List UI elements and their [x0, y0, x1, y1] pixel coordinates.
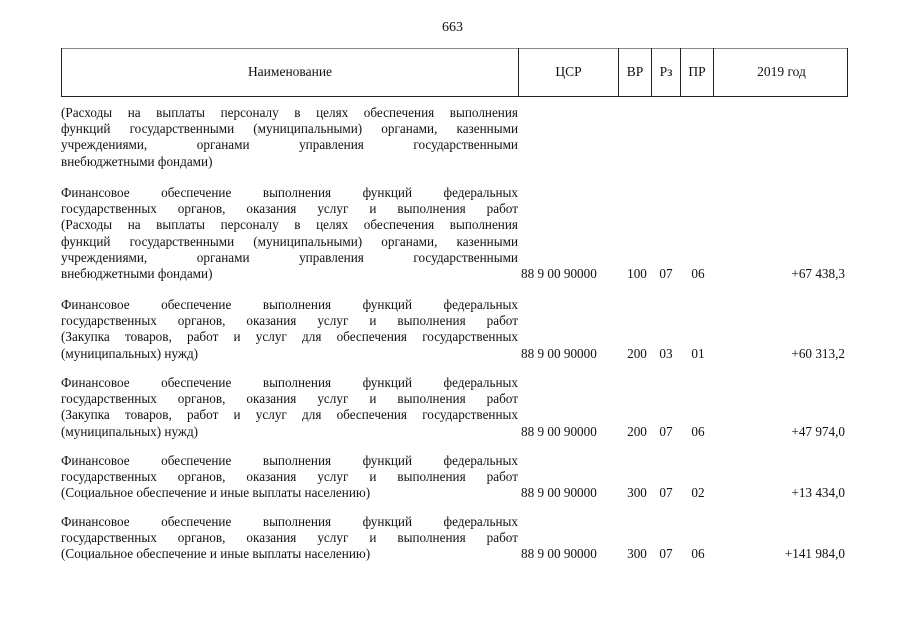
- row-vr: 300: [627, 546, 647, 562]
- row-rz: 07: [659, 546, 673, 562]
- row-name-line: государственных органов, оказания услуг и выполнения работ: [61, 469, 518, 485]
- row-name-line: Финансовое обеспечение выполнения функций федеральных: [61, 453, 518, 468]
- row-name-line: государственных органов, оказания услуг и выполнения работ: [61, 313, 518, 329]
- row-name-line: Финансовое обеспечение выполнения функций федеральных: [61, 185, 518, 200]
- row-sum: +67 438,3: [791, 266, 845, 281]
- row-name-line: (Расходы на выплаты персоналу в целях обеспечения выполнения: [61, 105, 518, 120]
- row-name-line: Финансовое обеспечение выполнения функций федеральных: [61, 514, 518, 529]
- row-pr: 02: [691, 485, 705, 501]
- row-name-line: функций государственными (муниципальными) органами, казенными: [61, 233, 518, 249]
- row-csr: 88 9 00 90000: [521, 485, 597, 501]
- row-rz: 03: [659, 345, 673, 361]
- row-name-line: (муниципальных) нужд): [61, 345, 199, 361]
- row-pr: 06: [691, 266, 705, 281]
- row-csr: 88 9 00 90000: [521, 266, 597, 281]
- row-name-line: (Социальное обеспечение и иные выплаты населению): [61, 485, 371, 501]
- page-number: 663: [442, 20, 463, 35]
- row-sum: +47 974,0: [791, 423, 845, 439]
- row-name-line: функций государственными (муниципальными) органами, казенными: [61, 121, 518, 137]
- row-name-line: (муниципальных) нужд): [61, 423, 199, 439]
- row-name: [61, 297, 518, 362]
- row-vr: 200: [627, 423, 647, 439]
- row-vr: 200: [627, 345, 647, 361]
- row-name-line: (Закупка товаров, работ и услуг для обеспечения государственных: [61, 329, 518, 345]
- row-csr: 88 9 00 90000: [521, 546, 597, 562]
- table-header: [61, 48, 848, 97]
- row-name: [61, 105, 518, 170]
- row-pr: 06: [691, 546, 705, 562]
- row-vr: 100: [627, 266, 647, 281]
- row-name-line: внебюджетными фондами): [61, 153, 213, 169]
- row-name-line: учреждениями, органами управления государственными: [61, 249, 518, 265]
- row-name: [61, 375, 518, 440]
- row-sum: +60 313,2: [791, 345, 845, 361]
- row-name-line: (Социальное обеспечение и иные выплаты населению): [61, 546, 371, 562]
- row-name: [61, 185, 518, 282]
- row-rz: 07: [659, 485, 673, 501]
- row-sum: +141 984,0: [784, 546, 845, 562]
- row-name-line: учреждениями, органами управления государственными: [61, 137, 518, 153]
- header-rz: Рз: [652, 48, 681, 96]
- row-name: [61, 514, 518, 563]
- row-csr: 88 9 00 90000: [521, 345, 597, 361]
- row-vr: 300: [627, 485, 647, 501]
- row-name-line: Финансовое обеспечение выполнения функций федеральных: [61, 375, 518, 390]
- header-name: Наименование: [62, 48, 519, 96]
- row-name-line: государственных органов, оказания услуг и выполнения работ: [61, 391, 518, 407]
- row-rz: 07: [659, 423, 673, 439]
- row-csr: 88 9 00 90000: [521, 423, 597, 439]
- header-vr: ВР: [619, 48, 652, 96]
- row-sum: +13 434,0: [791, 485, 845, 501]
- row-rz: 07: [659, 266, 673, 281]
- row-name-line: (Закупка товаров, работ и услуг для обеспечения государственных: [61, 407, 518, 423]
- row-pr: 06: [691, 423, 705, 439]
- header-year: 2019 год: [757, 64, 806, 79]
- row-name-line: (Расходы на выплаты персоналу в целях обеспечения выполнения: [61, 217, 518, 233]
- row-pr: 01: [691, 345, 705, 361]
- row-name-line: государственных органов, оказания услуг и выполнения работ: [61, 201, 518, 217]
- row-name-line: государственных органов, оказания услуг и выполнения работ: [61, 530, 518, 546]
- row-name-line: Финансовое обеспечение выполнения функций федеральных: [61, 297, 518, 312]
- row-name: [61, 453, 518, 502]
- row-name-line: внебюджетными фондами): [61, 266, 213, 282]
- header-csr: ЦСР: [519, 48, 619, 96]
- header-pr: ПР: [681, 48, 714, 96]
